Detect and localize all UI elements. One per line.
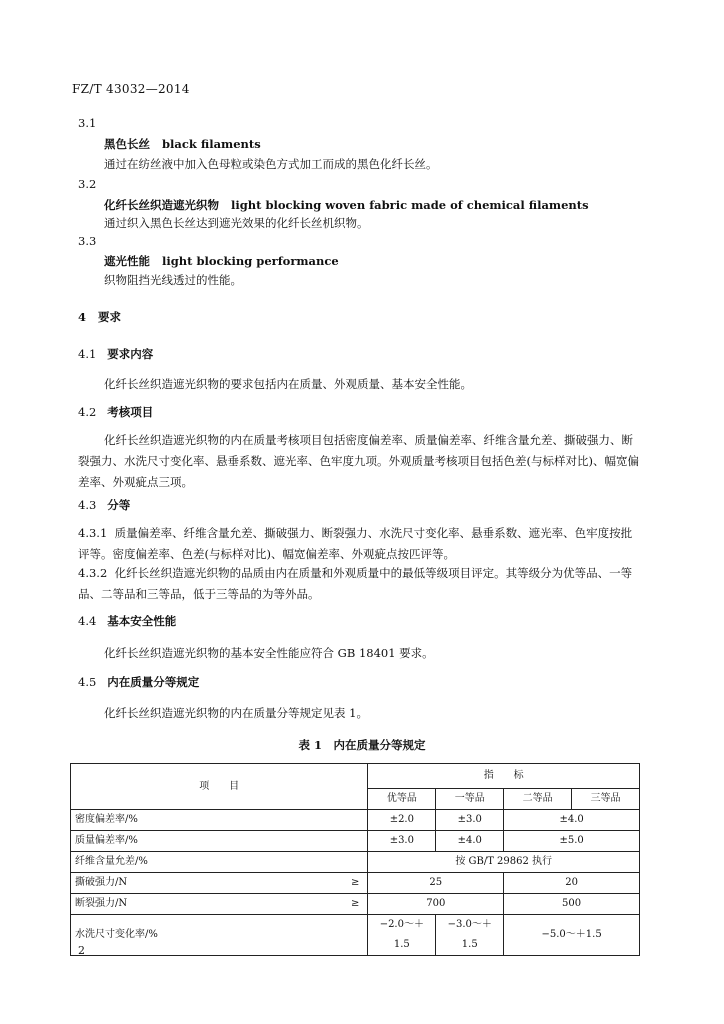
header-grade-cell: 二等品 [504,789,572,810]
term-title-cn: 化纤长丝织造遮光织物 [104,198,219,212]
term-definition: 织物阻挡光线透过的性能。 [104,273,242,287]
value-cell: ±5.0 [504,831,640,852]
section-number: 4 [78,310,87,324]
subsection-number: 4.2 [78,405,97,419]
row-item-cell [71,915,368,956]
row-item-cell [71,894,368,915]
value-cell: ±4.0 [436,831,504,852]
value-cell: ±4.0 [504,810,640,831]
row-item-label: 断裂强力/N [75,898,128,909]
term-title-en: black filaments [162,137,261,151]
subsection-number: 4.5 [78,675,97,689]
quality-grade-table [70,763,640,956]
row-item-label: 纤维含量允差/% [75,856,148,867]
header-grade-cell: 一等品 [436,789,504,810]
clause-text: 质量偏差率、纤维含量允差、撕破强力、断裂强力、水洗尺寸变化率、悬垂系数、遮光率、色牢度按批评等。密度偏差率、色差(与标样对比)、幅宽偏差率、外观疵点按匹评等。 [78,526,633,561]
value-cell: 500 [504,894,640,915]
row-item-cell [71,873,368,894]
subsection-heading [78,346,153,362]
subsection-title: 分等 [107,498,131,512]
subsection-heading [78,497,130,513]
header-grade-cell: 三等品 [572,789,640,810]
header-item-cell: 项 目 [71,764,368,810]
term-number: 3.3 [78,234,97,248]
table-header-row [71,764,640,789]
table-row [71,831,640,852]
paragraph: 化纤长丝织造遮光织物的要求包括内在质量、外观质量、基本安全性能。 [104,377,472,391]
value-cell: 按 GB/T 29862 执行 [368,852,640,873]
table-row [71,873,640,894]
row-item-label: 质量偏差率/% [75,835,138,846]
row-item-label: 水洗尺寸变化率/% [75,929,158,940]
section-heading [78,309,121,325]
clause-number: 4.3.2 [78,566,108,580]
standard-code: FZ/T 43032—2014 [72,82,190,96]
paragraph [78,563,642,605]
table-row [71,852,640,873]
value-cell: 20 [504,873,640,894]
subsection-title: 内在质量分等规定 [107,675,200,689]
subsection-number: 4.1 [78,347,97,361]
value-cell: ±2.0 [368,810,436,831]
paragraph: 化纤长丝织造遮光织物的内在质量分等规定见表 1。 [104,706,368,720]
page-number: 2 [78,944,85,957]
row-item-cell [71,852,368,873]
term-title [104,136,261,152]
row-item-cell [71,831,368,852]
value-cell: −3.0～＋1.5 [436,915,504,956]
row-item-cell [71,810,368,831]
greater-equal-symbol: ≥ [351,877,360,888]
term-definition: 通过在纺丝液中加入色母粒或染色方式加工而成的黑色化纤长丝。 [104,157,438,171]
subsection-number: 4.3 [78,498,97,512]
value-cell: ±3.0 [368,831,436,852]
paragraph: 化纤长丝织造遮光织物的内在质量考核项目包括密度偏差率、质量偏差率、纤维含量允差、撕破强力、断裂强力、水洗尺寸变化率、悬垂系数、遮光率、色牢度九项。外观质量考核项目包括色差(与标样对比)、幅宽偏差率、外观疵点三项。 [78,433,639,489]
subsection-heading [78,674,199,690]
term-title-cn: 黑色长丝 [104,137,150,151]
clause-number: 4.3.1 [78,526,108,540]
term-title-en: light blocking woven fabric made of chemical filaments [231,198,589,212]
table-row [71,810,640,831]
table-caption: 表 1 内在质量分等规定 [298,738,426,752]
subsection-title: 基本安全性能 [107,614,177,628]
value-cell: −2.0～＋1.5 [368,915,436,956]
subsection-title: 要求内容 [107,347,154,361]
value-cell: 25 [368,873,504,894]
row-item-label: 撕破强力/N [75,877,128,888]
value-cell: −5.0～＋1.5 [504,915,640,956]
term-number: 3.1 [78,116,97,130]
term-definition: 通过织入黑色长丝达到遮光效果的化纤长丝机织物。 [104,216,369,230]
table-row [71,915,640,956]
subsection-number: 4.4 [78,614,97,628]
clause-text: 化纤长丝织造遮光织物的品质由内在质量和外观质量中的最低等级项目评定。其等级分为优等品、一等品、二等品和三等品，低于三等品的为等外品。 [78,566,633,601]
subsection-heading [78,613,176,629]
subsection-heading [78,404,153,420]
term-title [104,253,339,269]
subsection-title: 考核项目 [107,405,154,419]
table-row [71,894,640,915]
term-number: 3.2 [78,177,97,191]
row-item-label: 密度偏差率/% [75,814,138,825]
value-cell: ±3.0 [436,810,504,831]
header-grade-cell: 优等品 [368,789,436,810]
paragraph [78,523,642,565]
value-cell: 700 [368,894,504,915]
term-title [104,197,589,213]
greater-equal-symbol: ≥ [351,898,360,909]
term-title-en: light blocking performance [162,254,339,268]
term-title-cn: 遮光性能 [104,254,150,268]
header-index-cell: 指 标 [368,764,640,789]
paragraph: 化纤长丝织造遮光织物的基本安全性能应符合 GB 18401 要求。 [104,646,434,660]
section-title: 要求 [98,310,122,324]
